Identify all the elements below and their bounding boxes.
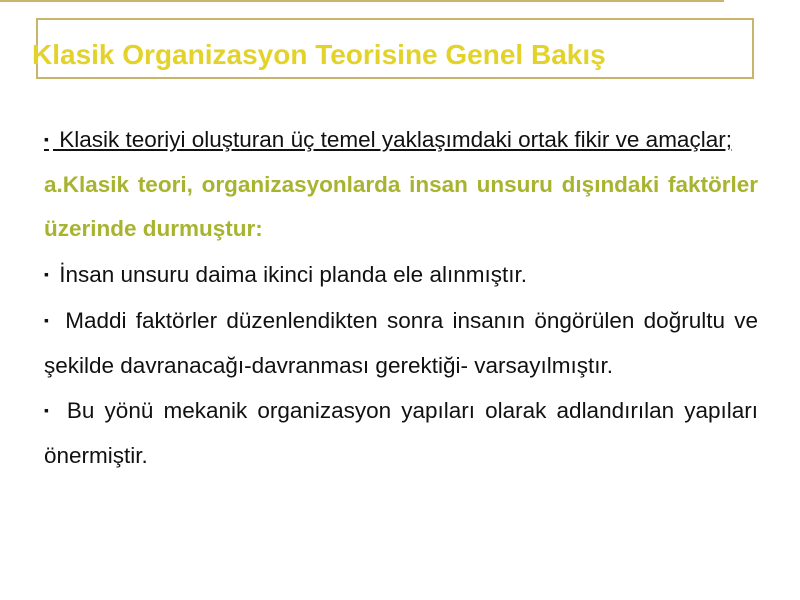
bullet-item-3-text: Bu yönü mekanik organizasyon yapıları olarak adlandırılan yapıları önermiştir. [44,398,759,468]
intro-text: Klasik teoriyi oluşturan üç temel yaklaşımdaki ortak fikir ve amaçlar; [52,127,732,152]
intro-paragraph [44,117,758,163]
slide-body [44,117,758,479]
title-frame-top-rule [36,18,754,20]
footer-rule [0,0,724,2]
point-a-heading: a.Klasik teori, organizasyonlarda insan unsuru dışındaki faktörler üzerinde durmuştur: [44,171,758,242]
square-bullet-icon: ▪ [44,266,49,283]
title-frame-bottom-rule [36,77,754,79]
bullet-item-1-text: İnsan unsuru daima ikinci planda ele alınmıştır. [52,262,527,288]
bullet-item-2-text: Maddi faktörler düzenlendikten sonra insanın öngörülen doğrultu ve şekilde davranacağı-davranması gerektiği- varsayılmıştır. [44,307,759,378]
bullet-item-3 [44,388,758,478]
square-bullet-icon: ▪ [44,311,52,328]
square-bullet-icon: ▪ [44,402,53,419]
bullet-item-1 [44,252,758,298]
slide-title: Klasik Organizasyon Teorisine Genel Bakış [32,39,606,70]
bullet-item-2 [44,298,758,388]
square-bullet-icon: ▪ [44,131,49,147]
